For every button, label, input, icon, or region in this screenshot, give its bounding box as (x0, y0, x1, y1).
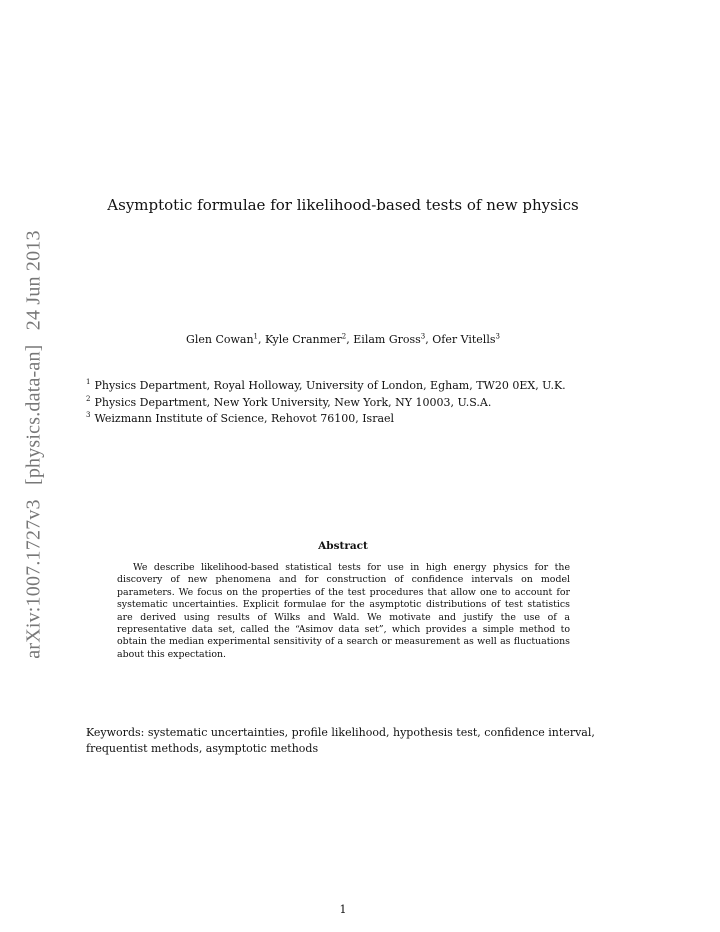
keywords: Keywords: systematic uncertainties, profile likelihood, hypothesis test, confidence interval, frequentist methods, asymptotic methods (86, 726, 595, 755)
affiliation-text: Physics Department, New York University, New York, NY 10003, U.S.A. (94, 396, 492, 409)
author-name: Eilam Gross (353, 333, 421, 346)
affiliation-mark: 3 (495, 332, 500, 341)
author-name: Ofer Vitells (432, 333, 496, 346)
author-list (0, 333, 686, 346)
affiliation-mark: 2 (341, 332, 347, 341)
arxiv-date: 24 Jun 2013 (22, 230, 45, 331)
affiliation-mark: 1 (86, 378, 91, 387)
affiliation-mark: 1 (253, 332, 259, 341)
author-name: Kyle Cranmer (265, 333, 342, 346)
author (432, 333, 500, 346)
arxiv-category: [physics.data-an] (22, 344, 45, 486)
paper-title: Asymptotic formulae for likelihood-based tests of new physics (107, 196, 579, 214)
affiliation-mark: 3 (420, 332, 426, 341)
page-number: 1 (339, 903, 347, 916)
author: Eilam Gross$^3$, (353, 332, 433, 346)
author: Kyle Cranmer$^2$, (265, 332, 354, 346)
arxiv-stamp (23, 221, 46, 658)
affiliation (86, 412, 394, 425)
affiliation (86, 396, 491, 409)
arxiv-id[interactable]: arXiv:1007.1727v3 (22, 499, 45, 659)
affiliation-text: Weizmann Institute of Science, Rehovot 76100, Israel (94, 412, 395, 425)
author-name: Glen Cowan (186, 333, 254, 346)
affiliation-mark: 3 (86, 411, 91, 420)
affiliation-text: Physics Department, Royal Holloway, University of London, Egham, TW20 0EX, U.K. (94, 379, 566, 392)
abstract-text: We describe likelihood-based statistical tests for use in high energy physics for the discovery of new phenomena and for construction of confidence intervals on model parameters. We focus on the properties of the test procedures that allow one to account for systematic uncertainties. Explicit formulae for the asymptotic distributions of test statistics are derived using results of Wilks and Wald. We motivate and justify the use of a representative data set, called the “Asimov data set”, which provides a simple method to obtain the median experimental sensitivity of a search or measurement as well as fluctuations about this expectation. (117, 562, 570, 660)
affiliation (86, 379, 566, 392)
author: Glen Cowan$^1$, (186, 332, 266, 346)
abstract-heading: Abstract (318, 540, 368, 552)
affiliation-mark: 2 (86, 395, 91, 404)
